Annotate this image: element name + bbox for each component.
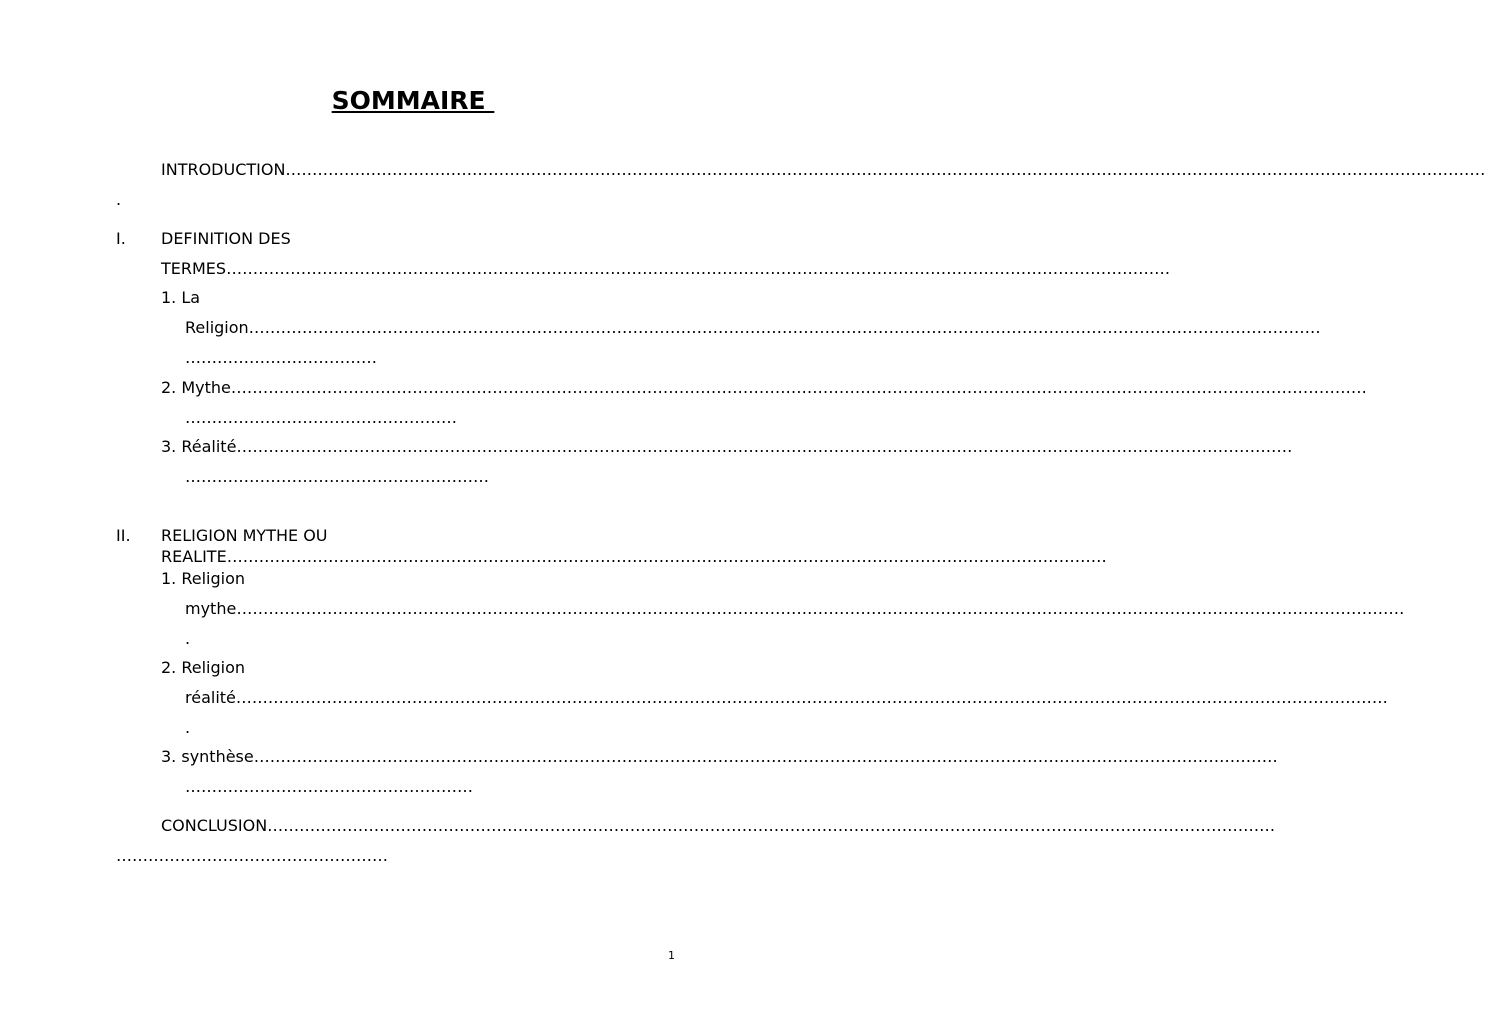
toc-subentry-mythe: 2. Mythe…………………………………………………………………………………………………………………………………………………………………………………………… bbox=[161, 378, 1367, 397]
toc-subentry-religion-continuation: Religion………………………………………………………………………………………………………………………………………………………………………………… bbox=[185, 318, 1321, 337]
section-heading-1-continuation: TERMES…………………………………………………………………………………………………………………………………………………………… bbox=[161, 259, 1171, 278]
toc-subentry-realite-dots: ………………………………………………… bbox=[185, 467, 489, 486]
section-heading-2-continuation: REALITE………………………………………………………………………………………………………………………………………………… bbox=[161, 547, 1107, 566]
toc-subentry-religion: 1. La bbox=[161, 288, 201, 307]
toc-entry-conclusion: CONCLUSION……………………………………………………………………………………………………………………………………………………………………… bbox=[161, 816, 1276, 835]
toc-subentry-religion-realite: 2. Religion bbox=[161, 658, 246, 677]
toc-subentry-realite: 3. Réalité……………………………………………………………………………………………………………………………………………………………………………… bbox=[161, 437, 1293, 456]
page-number: 1 bbox=[668, 949, 675, 962]
page-title: SOMMAIRE bbox=[331, 86, 495, 115]
section-heading-1: DEFINITION DES bbox=[161, 229, 291, 248]
toc-entry-introduction-continuation: . bbox=[116, 190, 122, 209]
toc-subentry-religion-dots: ……………………………… bbox=[185, 348, 377, 367]
section-heading-2: RELIGION MYTHE OU bbox=[161, 526, 328, 545]
section-numeral-1: I. bbox=[116, 229, 126, 248]
toc-entry-conclusion-dots: …………………………………………… bbox=[116, 846, 388, 865]
toc-entry-introduction: INTRODUCTION……………………………………………………………………………………………………………………………………………………………………………………………………… bbox=[161, 160, 1485, 179]
toc-subentry-synthese: 3. synthèse………………………………………………………………………………………………………………………………………………………………………… bbox=[161, 747, 1278, 766]
toc-subentry-mythe-dots: …………………………………………… bbox=[185, 408, 457, 427]
toc-subentry-religion-mythe: 1. Religion bbox=[161, 569, 246, 588]
toc-subentry-religion-mythe-continuation: mythe………………………………………………………………………………………………………………………………………………………………………………………………… bbox=[185, 599, 1405, 618]
toc-subentry-religion-realite-continuation: réalité……………………………………………………………………………………………………………………………………………………………………………………………… bbox=[185, 688, 1388, 707]
toc-subentry-religion-mythe-end: . bbox=[185, 629, 191, 648]
toc-subentry-synthese-dots: ……………………………………………… bbox=[185, 777, 473, 796]
section-numeral-2: II. bbox=[116, 526, 131, 545]
toc-subentry-religion-realite-end: . bbox=[185, 718, 191, 737]
